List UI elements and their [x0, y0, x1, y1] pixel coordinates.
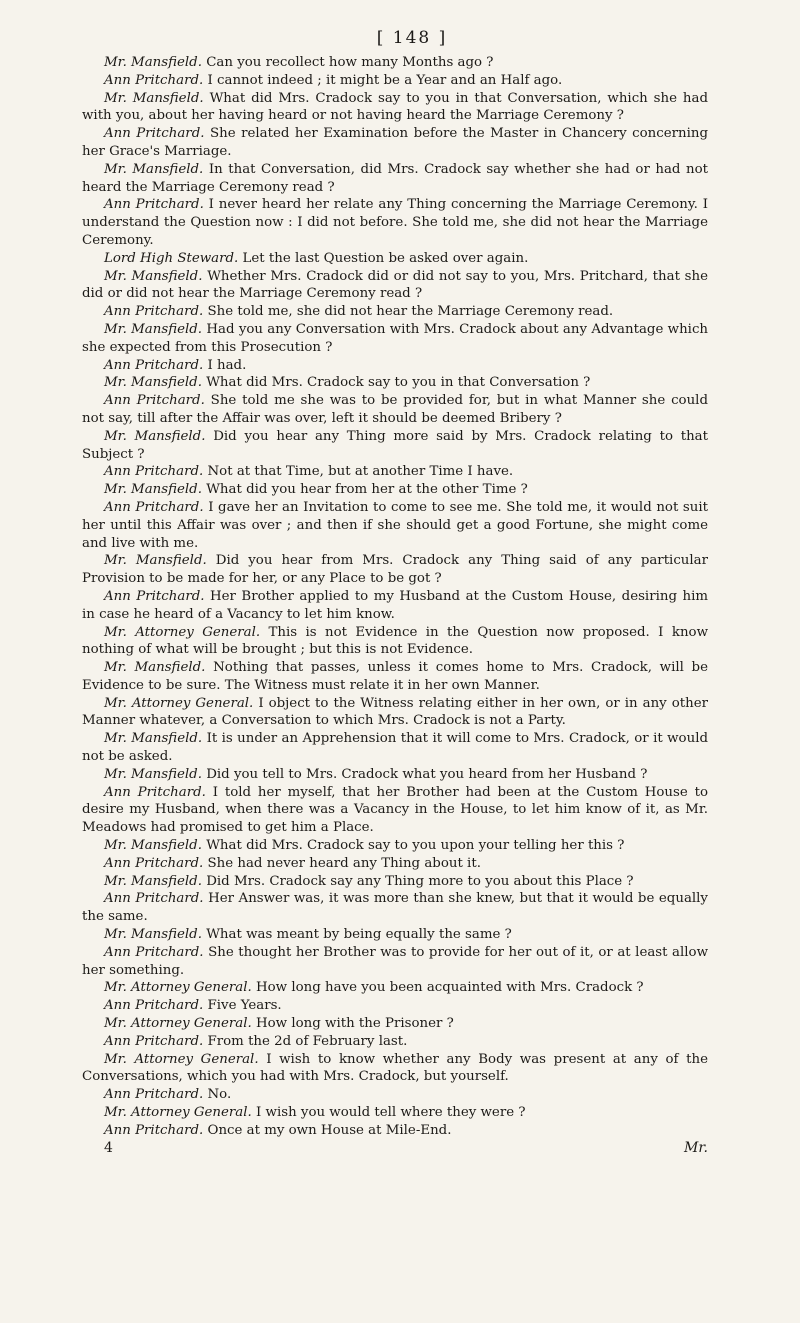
testimony-paragraph: [82, 1122, 708, 1140]
speech-text: How long have you been acquainted with Mrs. Cradock ?: [256, 980, 644, 996]
speaker-name: Ann Pritchard.: [104, 998, 204, 1014]
speaker-name: Mr. Mansfield.: [104, 268, 203, 284]
speech-text: She told me, she did not hear the Marriage Ceremony read.: [207, 304, 614, 320]
speaker-name: Mr. Mansfield.: [104, 927, 202, 943]
speech-text: She related her Examination before the Master in Chancery concerning her Grace's Marriage.: [82, 126, 708, 159]
speaker-name: Ann Pritchard.: [104, 1033, 204, 1049]
testimony-paragraph: [82, 659, 708, 695]
testimony-paragraph: [82, 624, 708, 660]
speech-text: I wish to know whether any Body was present at any of the Conversations, which you had with Mrs. Cradock, but yourself.: [82, 1051, 708, 1085]
speech-text: What did Mrs. Cradock say to you in that Conversation, which she had with you, about her having heard or not having heard the Marriage Ceremony ?: [82, 90, 709, 124]
speech-text: I had.: [207, 357, 247, 373]
testimony-paragraph: [82, 268, 708, 304]
speech-text: I object to the Witness relating either in her own, or in any other Manner whatever, a Conversation to which Mrs. Cradock is not a Party.: [82, 695, 708, 729]
speech-text: In that Conversation, did Mrs. Cradock say whether she had or had not heard the Marriage Ceremony read ?: [82, 161, 709, 195]
speaker-name: Mr. Mansfield.: [104, 873, 202, 889]
speaker-name: Mr. Mansfield.: [104, 766, 202, 782]
speaker-name: Mr. Mansfield.: [104, 660, 206, 676]
speaker-name: Lord High Steward.: [104, 250, 239, 266]
speaker-name: Ann Pritchard.: [104, 944, 204, 960]
speech-text: Five Years.: [207, 998, 282, 1014]
speech-text: Once at my own House at Mile-End.: [207, 1122, 452, 1138]
speech-text: No.: [207, 1087, 232, 1103]
speaker-name: Ann Pritchard.: [104, 126, 205, 142]
testimony-paragraph: [82, 321, 708, 357]
testimony-paragraph: [82, 481, 708, 499]
speech-text: Let the last Question be asked over again.: [242, 250, 529, 266]
speech-text: I cannot indeed ; it might be a Year and an Half ago.: [207, 72, 563, 88]
speech-text: Can you recollect how many Months ago ?: [206, 55, 494, 70]
speech-text: It is under an Apprehension that it will come to Mrs. Cradock, or it would not be asked.: [82, 731, 708, 765]
testimony-paragraph: [82, 1051, 708, 1087]
testimony-paragraph: [82, 161, 708, 197]
testimony-paragraph: [82, 90, 708, 126]
speaker-name: Mr. Mansfield.: [104, 838, 202, 854]
testimony-paragraph: [82, 392, 708, 428]
speaker-name: Mr. Mansfield.: [104, 375, 202, 391]
speech-text: I wish you would tell where they were ?: [256, 1105, 526, 1121]
page-number-header: [ 148 ]: [376, 28, 448, 48]
testimony-paragraph: [82, 730, 708, 766]
testimony-paragraph: [82, 695, 708, 731]
speaker-name: Ann Pritchard.: [104, 1087, 204, 1103]
speech-text: Did you hear from Mrs. Cradock any Thing said of any particular Provision to be made for her, or any Place to be got ?: [82, 553, 708, 587]
speech-text: Whether Mrs. Cradock did or did not say to you, Mrs. Pritchard, that she did or did not hear the Marriage Ceremony read ?: [82, 268, 708, 302]
speaker-name: Mr. Mansfield.: [104, 161, 204, 177]
speech-text: What did you hear from her at the other Time ?: [206, 482, 528, 498]
testimony-paragraph: [82, 72, 708, 90]
speech-text: This is not Evidence in the Question now proposed. I know nothing of what will be brought ; but this is not Evidence.: [82, 624, 708, 658]
speech-text: What did Mrs. Cradock say to you in that Conversation ?: [206, 375, 591, 391]
speaker-name: Mr. Mansfield.: [104, 428, 206, 444]
speech-text: She told me she was to be provided for, but in what Manner she could not say, till after the Affair was over, left it should be deemed Bribery ?: [82, 393, 708, 426]
speech-text: Not at that Time, but at another Time I have.: [207, 464, 514, 480]
speaker-name: Mr. Attorney General.: [104, 624, 261, 640]
speaker-name: Ann Pritchard.: [104, 197, 204, 213]
page-footer: [104, 1140, 708, 1156]
speaker-name: Ann Pritchard.: [104, 588, 205, 604]
speaker-name: Ann Pritchard.: [104, 891, 204, 907]
testimony-paragraph: [82, 926, 708, 944]
speaker-name: Ann Pritchard.: [104, 357, 204, 373]
testimony-paragraph: [82, 552, 708, 588]
testimony-paragraph: [82, 1104, 708, 1122]
speaker-name: Ann Pritchard.: [104, 304, 204, 320]
testimony-paragraph: [82, 125, 708, 161]
speaker-name: Mr. Mansfield.: [104, 482, 202, 498]
testimony-paragraph: [82, 837, 708, 855]
testimony-paragraph: [82, 250, 708, 268]
testimony-paragraph: [82, 357, 708, 375]
speech-text: From the 2d of February last.: [207, 1033, 408, 1049]
speaker-name: Ann Pritchard.: [104, 499, 204, 515]
speaker-name: Mr. Mansfield.: [104, 55, 202, 70]
speaker-name: Mr. Attorney General.: [104, 1016, 252, 1032]
testimony-paragraph: [82, 196, 708, 249]
speaker-name: Mr. Attorney General.: [104, 1051, 259, 1067]
testimony-paragraph: [82, 374, 708, 392]
speech-text: She had never heard any Thing about it.: [207, 855, 481, 871]
speech-text: I gave her an Invitation to come to see me. She told me, it would not suit her until this Affair was over ; and then if she should get a good Fortune, she might come and live with me.: [82, 499, 708, 551]
speech-text: I never heard her relate any Thing concerning the Marriage Ceremony. I understand the Question now : I did not before. She told me, she did not hear the Marriage Ceremony.: [82, 197, 708, 248]
speech-text: What did Mrs. Cradock say to you upon your telling her this ?: [206, 838, 625, 854]
speech-text: Did Mrs. Cradock say any Thing more to you about this Place ?: [206, 873, 634, 889]
testimony-paragraph: [82, 499, 708, 552]
testimony-paragraph: [82, 890, 708, 926]
testimony-paragraph: [82, 784, 708, 837]
testimony-paragraph: [82, 766, 708, 784]
speaker-name: Mr. Mansfield.: [104, 321, 203, 337]
testimony-paragraph: [82, 463, 708, 481]
testimony-paragraph: [82, 428, 708, 464]
testimony-paragraph: [82, 979, 708, 997]
testimony-paragraph: [82, 873, 708, 891]
speaker-name: Mr. Mansfield.: [104, 553, 207, 569]
speaker-name: Ann Pritchard.: [104, 72, 204, 88]
speaker-name: Ann Pritchard.: [104, 784, 206, 800]
speaker-name: Mr. Mansfield.: [104, 90, 204, 106]
speech-text: Did you hear any Thing more said by Mrs. Cradock relating to that Subject ?: [82, 428, 708, 462]
speaker-name: Ann Pritchard.: [104, 1122, 204, 1138]
testimony-paragraph: [82, 303, 708, 321]
speech-text: Did you tell to Mrs. Cradock what you heard from her Husband ?: [206, 766, 648, 782]
testimony-paragraph: [82, 1033, 708, 1051]
speaker-name: Mr. Attorney General.: [104, 695, 254, 711]
catchword: Mr.: [684, 1139, 708, 1156]
testimony-paragraph: [82, 997, 708, 1015]
speaker-name: Mr. Attorney General.: [104, 980, 252, 996]
signature-mark: 4: [104, 1139, 113, 1156]
testimony-paragraph: [82, 944, 708, 980]
speaker-name: Ann Pritchard.: [104, 393, 205, 409]
speech-text: I told her myself, that her Brother had been at the Custom House to desire my Husband, when there was a Vacancy in the House, to let him know of it, as Mr. Meadows had promised to get him a Place.: [82, 784, 708, 836]
speech-text: Nothing that passes, unless it comes home to Mrs. Cradock, will be Evidence to be sure. The Witness must relate it in her own Manner.: [82, 660, 708, 693]
speaker-name: Ann Pritchard.: [104, 855, 204, 871]
speech-text: What was meant by being equally the same ?: [206, 927, 512, 943]
testimony-paragraph: [82, 855, 708, 873]
speaker-name: Mr. Mansfield.: [104, 731, 203, 747]
testimony-body: [82, 54, 708, 1140]
testimony-paragraph: [82, 54, 708, 72]
speech-text: Her Brother applied to my Husband at the Custom House, desiring him in case he heard of a Vacancy to let him know.: [82, 588, 708, 622]
speech-text: Had you any Conversation with Mrs. Cradock about any Advantage which she expected from this Prosecution ?: [82, 321, 709, 355]
testimony-paragraph: [82, 1015, 708, 1033]
speech-text: She thought her Brother was to provide for her out of it, or at least allow her something.: [82, 944, 708, 978]
testimony-paragraph: [82, 588, 708, 624]
testimony-paragraph: [82, 1086, 708, 1104]
speaker-name: Mr. Attorney General.: [104, 1105, 252, 1121]
speech-text: Her Answer was, it was more than she knew, but that it would be equally the same.: [82, 891, 708, 925]
speech-text: How long with the Prisoner ?: [256, 1016, 454, 1032]
speaker-name: Ann Pritchard.: [104, 464, 204, 480]
